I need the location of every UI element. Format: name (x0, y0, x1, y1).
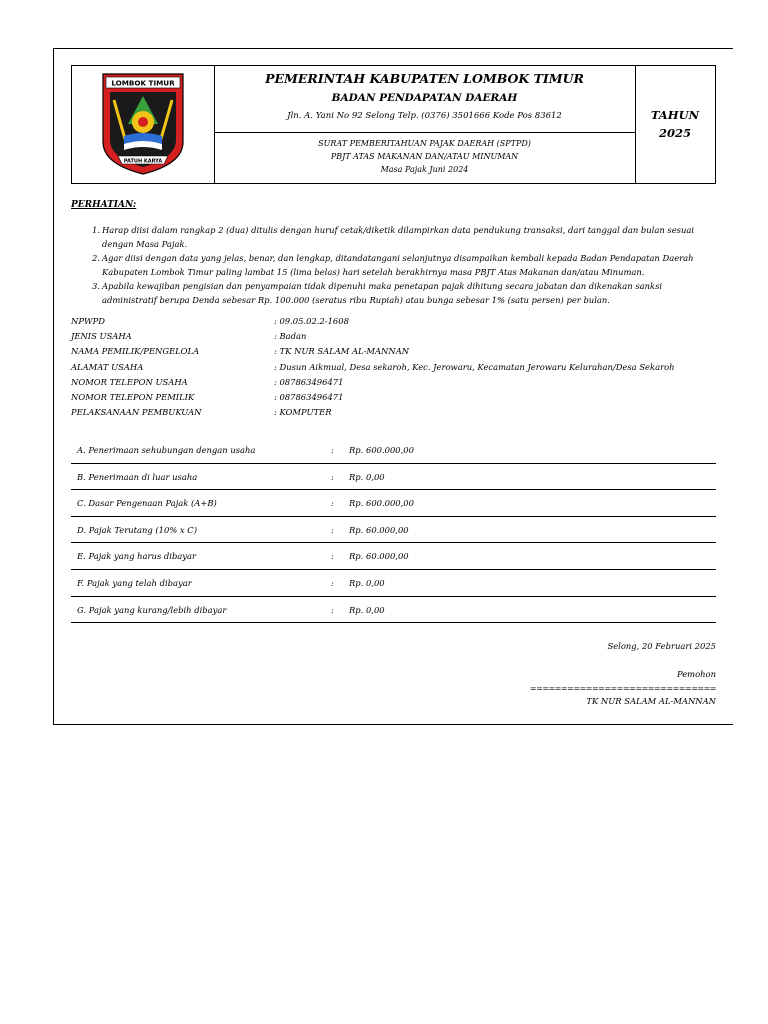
info-label: NOMOR TELEPON USAHA (71, 376, 188, 387)
calc-label: F. Pajak yang telah dibayar (77, 577, 192, 588)
lombok-timur-emblem (100, 72, 186, 176)
info-label: JENIS USAHA (71, 331, 132, 342)
info-value: : Badan (274, 331, 307, 342)
letterhead-divider (214, 132, 635, 133)
document-title: SURAT PEMBERITAHUAN PAJAK DAERAH (SPTPD) (318, 139, 531, 148)
info-label: PELAKSANAAN PEMBUKUAN (71, 407, 202, 418)
signature-place-date: Selong, 20 Februari 2025 (607, 641, 716, 651)
notice-number: 3. (92, 281, 100, 291)
calc-colon: : (331, 551, 334, 562)
info-label: NOMOR TELEPON PEMILIK (71, 391, 195, 402)
table-row (71, 597, 716, 624)
year-label: TAHUN (650, 108, 700, 122)
info-label: NAMA PEMILIK/PENGELOLA (71, 346, 200, 357)
calc-value: Rp. 600.000,00 (349, 498, 414, 509)
signatory-name: TK NUR SALAM AL-MANNAN (586, 696, 716, 706)
table-row (71, 517, 716, 544)
tax-calculation-table (71, 437, 716, 623)
calc-label: A. Penerimaan sehubungan dengan usaha (77, 445, 256, 455)
notice-item (92, 251, 707, 279)
info-label: ALAMAT USAHA (71, 361, 144, 372)
calc-colon: : (331, 498, 334, 509)
calc-value: Rp. 0,00 (349, 471, 385, 482)
info-value: : KOMPUTER (274, 407, 332, 418)
info-value: : TK NUR SALAM AL-MANNAN (274, 346, 410, 357)
calc-colon: : (331, 577, 334, 588)
logo-bottom-text: PATUH KARYA (123, 158, 163, 165)
info-value: : 09.05.02.2-1608 (274, 316, 349, 326)
notice-text: Agar diisi dengan data yang jelas, benar, dan lengkap, ditandatangani selanjutnya disampaikan kembali kepada Badan Pendapatan Daerah Kabupaten Lombok Timur paling lambat 15 (lima belas) hari setelah berakhirnya masa PBJT Atas Makanan dan/atau Minuman. (102, 253, 694, 277)
info-value: : 087863496471 (274, 391, 344, 402)
tax-period: Masa Pajak Juni 2024 (380, 165, 469, 174)
notice-text: Harap diisi dalam rangkap 2 (dua) ditulis dengan huruf cetak/diketik dilampirkan data pendukung transaksi, dari tanggal dan bulan sesuai dengan Masa Pajak. (102, 225, 695, 249)
document-subtitle: PBJT ATAS MAKANAN DAN/ATAU MINUMAN (330, 152, 519, 161)
calc-value: Rp. 0,00 (349, 577, 385, 588)
notice-list (92, 223, 707, 307)
calc-colon: : (331, 471, 334, 482)
signature-line: ============================== (529, 684, 716, 693)
notice-title: PERHATIAN: (71, 200, 137, 210)
government-name: PEMERINTAH KABUPATEN LOMBOK TIMUR (265, 71, 584, 86)
notice-item (92, 223, 707, 251)
info-row (71, 316, 711, 331)
calc-label: D. Pajak Terutang (10% x C) (77, 524, 197, 535)
calc-value: Rp. 0,00 (349, 604, 385, 615)
year-cell (635, 66, 716, 183)
info-value: : 087863496471 (274, 376, 344, 387)
calc-value: Rp. 60.000,00 (349, 551, 409, 562)
letterhead (71, 65, 716, 184)
signature-role: Pemohon (676, 669, 716, 679)
agency-name: BADAN PENDAPATAN DAERAH (331, 92, 518, 104)
notice-number: 2. (92, 253, 100, 263)
table-row (71, 437, 716, 464)
calc-label: G. Pajak yang kurang/lebih dibayar (77, 604, 227, 615)
info-row (71, 392, 711, 407)
info-row (71, 362, 711, 377)
calc-label: B. Penerimaan di luar usaha (77, 471, 198, 482)
calc-colon: : (331, 604, 334, 615)
agency-address: Jln. A. Yani No 92 Selong Telp. (0376) 3501666 Kode Pos 83612 (287, 111, 562, 121)
calc-label: E. Pajak yang harus dibayar (77, 551, 197, 562)
table-row (71, 464, 716, 491)
calc-colon: : (331, 524, 334, 535)
table-row (71, 490, 716, 517)
taxpayer-info (71, 316, 711, 422)
info-row (71, 377, 711, 392)
calc-value: Rp. 60.000,00 (349, 524, 409, 535)
info-row (71, 346, 711, 361)
table-row (71, 570, 716, 597)
year-value: 2025 (658, 126, 691, 140)
notice-text: Apabila kewajiban pengisian dan penyampaian tidak dipenuhi maka penetapan pajak dihitung secara jabatan dan dikenakan sanksi administratif berupa Denda sebesar Rp. 100.000 (seratus ribu Rupiah) atau bunga sebesar 1% (satu persen) per bulan. (102, 281, 663, 305)
calc-colon: : (331, 445, 334, 455)
notice-item (92, 279, 707, 307)
calc-label: C. Dasar Pengenaan Pajak (A+B) (77, 498, 217, 509)
info-row (71, 331, 711, 346)
logo-top-text: LOMBOK TIMUR (111, 78, 175, 88)
calc-value: Rp. 600.000,00 (349, 445, 414, 455)
table-row (71, 543, 716, 570)
info-value: : Dusun Aikmual, Desa sekaroh, Kec. Jerowaru, Kecamatan Jerowaru Kelurahan/Desa Sekaroh (274, 361, 675, 372)
notice-number: 1. (92, 225, 100, 235)
info-label: NPWPD (71, 316, 105, 326)
info-row (71, 407, 711, 422)
